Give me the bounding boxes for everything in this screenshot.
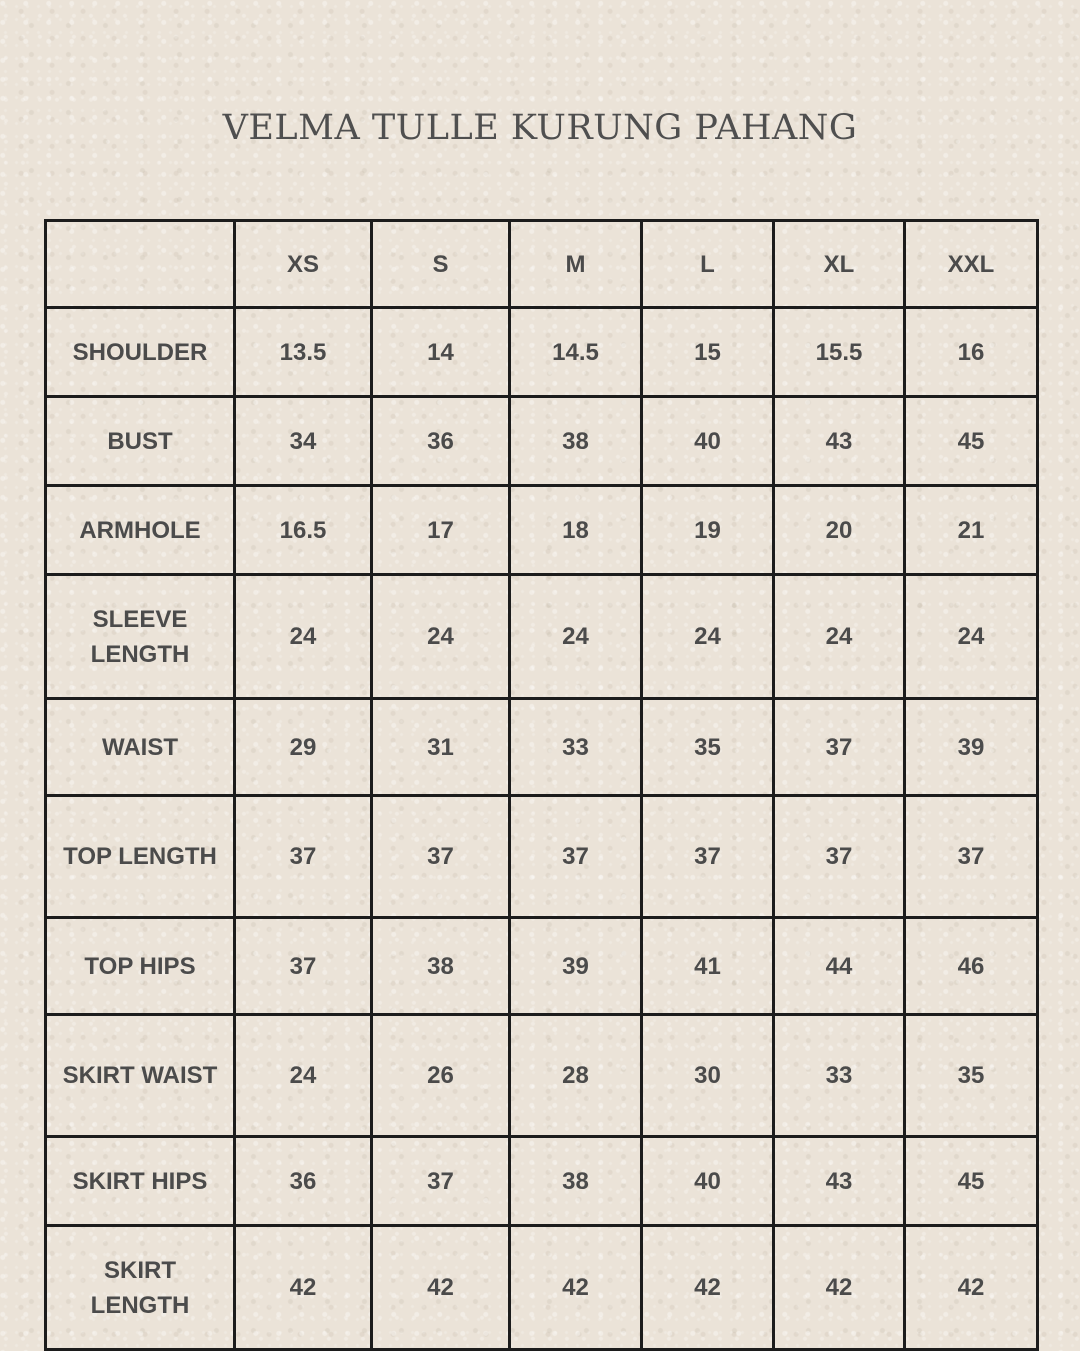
measurement-label: ARMHOLE	[46, 486, 235, 575]
corner-cell	[46, 221, 235, 308]
measurement-label: WAIST	[46, 699, 235, 796]
measurement-value: 43	[774, 1137, 905, 1226]
measurement-label: TOP HIPS	[46, 918, 235, 1015]
measurement-value: 13.5	[235, 308, 372, 397]
measurement-value: 39	[905, 699, 1038, 796]
measurement-value: 38	[372, 918, 510, 1015]
measurement-value: 37	[372, 796, 510, 918]
measurement-value: 46	[905, 918, 1038, 1015]
table-row	[46, 796, 1038, 918]
size-header: M	[510, 221, 642, 308]
table-row	[46, 1137, 1038, 1226]
measurement-value: 42	[642, 1226, 774, 1350]
measurement-value: 35	[642, 699, 774, 796]
measurement-value: 38	[510, 397, 642, 486]
measurement-value: 36	[372, 397, 510, 486]
measurement-value: 44	[774, 918, 905, 1015]
measurement-value: 38	[510, 1137, 642, 1226]
measurement-value: 37	[642, 796, 774, 918]
table-row	[46, 486, 1038, 575]
measurement-value: 24	[774, 575, 905, 699]
size-header: S	[372, 221, 510, 308]
measurement-value: 21	[905, 486, 1038, 575]
measurement-value: 16	[905, 308, 1038, 397]
measurement-value: 41	[642, 918, 774, 1015]
measurement-label: SHOULDER	[46, 308, 235, 397]
measurement-label: SKIRT WAIST	[46, 1015, 235, 1137]
measurement-value: 42	[774, 1226, 905, 1350]
measurement-value: 42	[372, 1226, 510, 1350]
measurement-value: 29	[235, 699, 372, 796]
measurement-value: 15	[642, 308, 774, 397]
measurement-value: 37	[774, 699, 905, 796]
measurement-value: 33	[774, 1015, 905, 1137]
table-row	[46, 308, 1038, 397]
measurement-value: 24	[905, 575, 1038, 699]
measurement-value: 42	[905, 1226, 1038, 1350]
measurement-value: 35	[905, 1015, 1038, 1137]
measurement-value: 20	[774, 486, 905, 575]
measurement-value: 24	[510, 575, 642, 699]
measurement-value: 42	[510, 1226, 642, 1350]
size-header-row	[46, 221, 1038, 308]
measurement-value: 42	[235, 1226, 372, 1350]
size-header: L	[642, 221, 774, 308]
measurement-value: 30	[642, 1015, 774, 1137]
size-chart-table	[44, 219, 1039, 1351]
measurement-value: 24	[235, 575, 372, 699]
measurement-value: 37	[372, 1137, 510, 1226]
table-row	[46, 699, 1038, 796]
measurement-value: 24	[642, 575, 774, 699]
measurement-value: 40	[642, 1137, 774, 1226]
measurement-value: 24	[235, 1015, 372, 1137]
measurement-value: 24	[372, 575, 510, 699]
measurement-value: 16.5	[235, 486, 372, 575]
measurement-value: 34	[235, 397, 372, 486]
measurement-value: 17	[372, 486, 510, 575]
size-header: XS	[235, 221, 372, 308]
measurement-label: SLEEVE LENGTH	[46, 575, 235, 699]
measurement-value: 43	[774, 397, 905, 486]
measurement-value: 45	[905, 1137, 1038, 1226]
measurement-value: 39	[510, 918, 642, 1015]
measurement-value: 28	[510, 1015, 642, 1137]
measurement-value: 37	[235, 796, 372, 918]
measurement-label: BUST	[46, 397, 235, 486]
measurement-value: 15.5	[774, 308, 905, 397]
measurement-value: 36	[235, 1137, 372, 1226]
table-row	[46, 1226, 1038, 1350]
measurement-label: SKIRT HIPS	[46, 1137, 235, 1226]
measurement-value: 18	[510, 486, 642, 575]
table-row	[46, 575, 1038, 699]
size-header: XL	[774, 221, 905, 308]
measurement-value: 45	[905, 397, 1038, 486]
measurement-value: 37	[774, 796, 905, 918]
measurement-value: 14	[372, 308, 510, 397]
size-header: XXL	[905, 221, 1038, 308]
measurement-value: 37	[905, 796, 1038, 918]
measurement-value: 40	[642, 397, 774, 486]
table-row	[46, 918, 1038, 1015]
measurement-label: SKIRT LENGTH	[46, 1226, 235, 1350]
measurement-value: 31	[372, 699, 510, 796]
measurement-value: 37	[510, 796, 642, 918]
table-row	[46, 1015, 1038, 1137]
measurement-value: 14.5	[510, 308, 642, 397]
measurement-value: 26	[372, 1015, 510, 1137]
table-row	[46, 397, 1038, 486]
measurement-label: TOP LENGTH	[46, 796, 235, 918]
measurement-value: 37	[235, 918, 372, 1015]
page-title: VELMA TULLE KURUNG PAHANG	[222, 108, 858, 148]
measurement-value: 19	[642, 486, 774, 575]
measurement-value: 33	[510, 699, 642, 796]
